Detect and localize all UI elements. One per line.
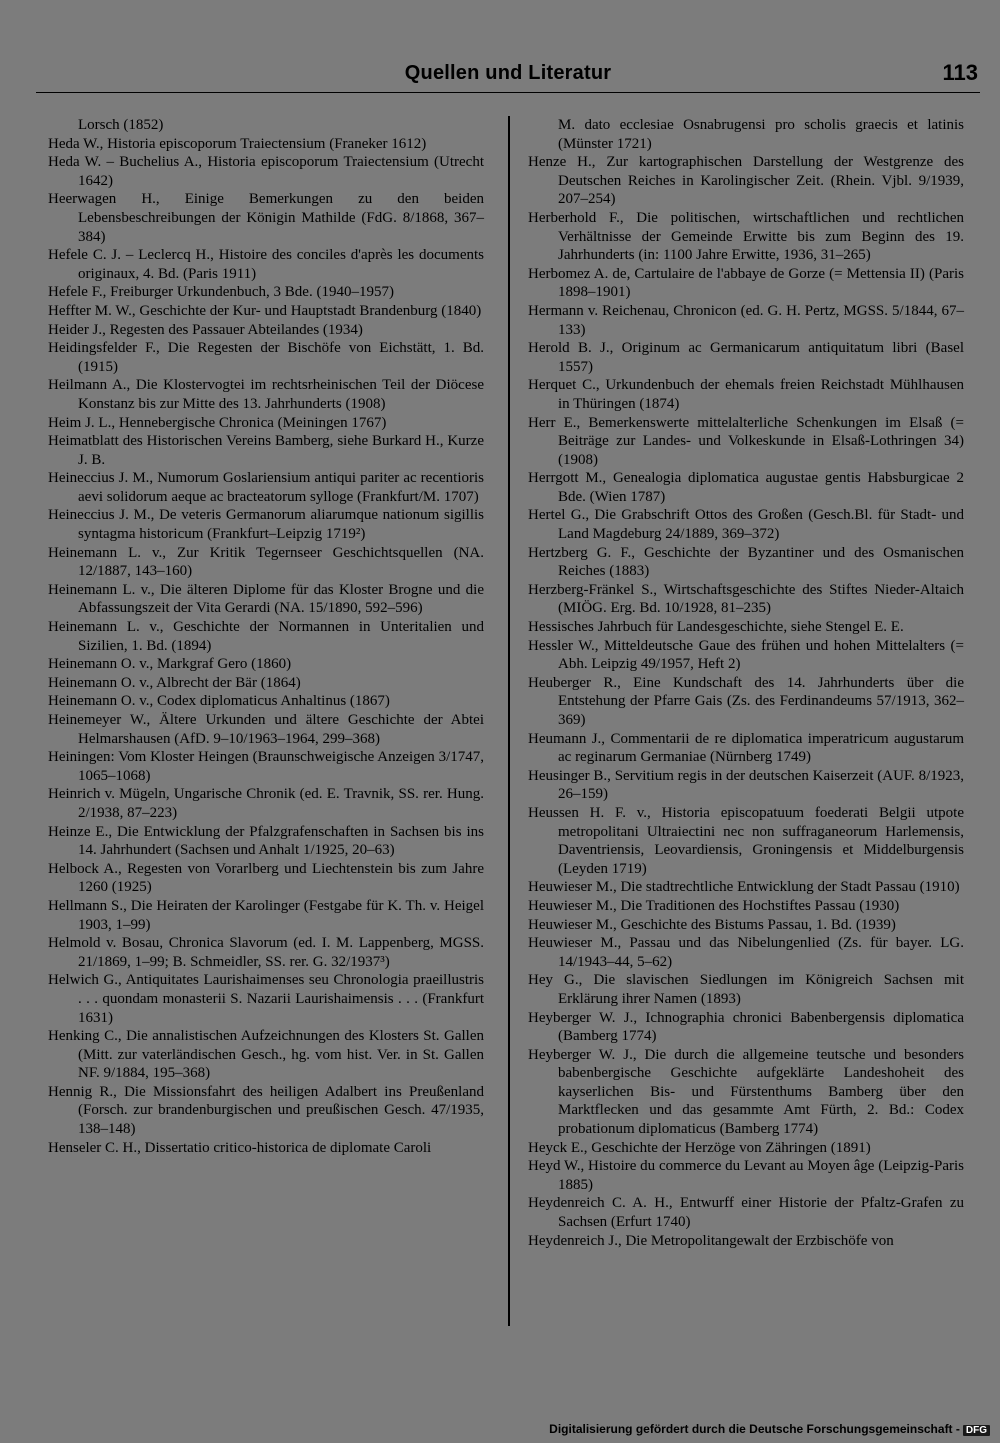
bibliography-entry: Heinemann L. v., Die älteren Diplome für das Kloster Brogne und die Abfassungszeit der Vita Gerardi (NA. 15/1890, 592–596) (48, 581, 484, 617)
bibliography-entry: Heffter M. W., Geschichte der Kur- und Hauptstadt Brandenburg (1840) (48, 302, 482, 319)
bibliography-entry: Heinemann O. v., Codex diplomaticus Anhaltinus (1867) (48, 693, 390, 710)
bibliography-entry: Heinrich v. Mügeln, Ungarische Chronik (ed. E. Travnik, SS. rer. Hung. 2/1938, 87–223) (48, 786, 484, 821)
bibliography-entry: Heinemeyer W., Ältere Urkunden und ältere Geschichte der Abtei Helmarshausen (AfD. 9–10/1963–1964, 299–368) (48, 712, 484, 747)
bibliography-entry: Heyberger W. J., Ichnographia chronici Babenbergensis diplomatica (Bamberg 1774) (528, 1009, 964, 1045)
bibliography-entry: Herzberg-Fränkel S., Wirtschaftsgeschichte des Stiftes Nieder-Altaich (MIÖG. Erg. Bd. 10/1928, 81–235) (528, 581, 964, 617)
bibliography-entry: Hertel G., Die Grabschrift Ottos des Großen (Gesch.Bl. für Stadt- und Land Magdeburg 24/1889, 369–372) (528, 507, 964, 543)
bibliography-entry: Herquet C., Urkundenbuch der ehemals freien Reichstadt Mühlhausen in Thüringen (1874) (528, 377, 964, 412)
bibliography-entry: Heinze E., Die Entwicklung der Pfalzgrafenschaften in Sachsen bis ins 14. Jahrhundert (Sachsen und Anhalt 1/1925, 20–63) (48, 823, 484, 859)
bibliography-entry: Heydenreich C. A. H., Entwurff einer Historie der Pfaltz-Grafen zu Sachsen (Erfurt 1740) (528, 1195, 964, 1231)
bibliography-entry: Heidingsfelder F., Die Regesten der Bischöfe von Eichstätt, 1. Bd. (1915) (48, 340, 484, 375)
bibliography-entry: Heyberger W. J., Die durch die allgemeine teutsche und besonders babenbergische Geschichte aufgeklärte Landeshoheit des kayserlichen Bis- und Fürstenthums Bamberg über den Marktflecken und das gesammte Amt Fürth, 2. Bd.: Codex probationum diplomaticus (Bamberg 1774) (528, 1046, 964, 1138)
bibliography-entry: Heineccius J. M., De veteris Germanorum aliarumque nationum sigillis syntagma historicum (Frankfurt–Leipzig 1719²) (48, 507, 484, 543)
bibliography-entry: Hertzberg G. F., Geschichte der Byzantiner und des Osmanischen Reiches (1883) (528, 544, 964, 580)
bibliography-entry: Heussen H. F. v., Historia episcopatuum foederati Belgii utpote metropolitani Ultraiectini nec non suffraganeorum Harlemensis, Daventriensis, Leovardiensis, Groningensis et Middelburgensis (Leyden 1719) (528, 804, 964, 877)
bibliography-entry: Heineccius J. M., Numorum Goslariensium antiqui pariter ac recentioris aevi solidorum aeque ac bracteatorum sylloge (Frankfurt/M. 1707) (48, 470, 484, 505)
bibliography-entry: Heda W., Historia episcoporum Traiectensium (Franeker 1612) (48, 135, 427, 152)
bibliography-entry: Hermann v. Reichenau, Chronicon (ed. G. H. Pertz, MGSS. 5/1844, 67–133) (528, 302, 964, 338)
bibliography-entry: Hessler W., Mitteldeutsche Gaue des frühen und hohen Mittelalters (= Abh. Leipzig 49/1957, Heft 2) (528, 637, 964, 673)
bibliography-entry: Herrgott M., Genealogia diplomatica augustae gentis Habsburgicae 2 Bde. (Wien 1787) (528, 470, 964, 505)
bibliography-entry: Heda W. – Buchelius A., Historia episcoporum Traiectensium (Utrecht 1642) (48, 154, 484, 189)
bibliography-entry: Helbock A., Regesten von Vorarlberg und Liechtenstein bis zum Jahre 1260 (1925) (48, 860, 484, 896)
bibliography-entry: Heuberger R., Eine Kundschaft des 14. Jahrhunderts über die Entstehung der Pfarre Gais (Zs. des Ferdinandeums 57/1913, 362–369) (528, 674, 964, 728)
bibliography-entry: Heider J., Regesten des Passauer Abteilandes (1934) (48, 321, 363, 338)
bibliography-entry: Hey G., Die slavischen Siedlungen im Königreich Sachsen mit Erklärung ihrer Namen (1893) (528, 972, 964, 1007)
bibliography-entry: Heuwieser M., Passau und das Nibelungenlied (Zs. für bayer. LG. 14/1943–44, 5–62) (528, 935, 964, 970)
bibliography-entry: Heerwagen H., Einige Bemerkungen zu den beiden Lebensbeschreibungen der Königin Mathilde (FdG. 8/1868, 367–384) (48, 191, 484, 245)
bibliography-entry: Helmold v. Bosau, Chronica Slavorum (ed. I. M. Lappenberg, MGSS. 21/1869, 1–99; B. Schmeidler, SS. rer. G. 32/1937³) (48, 935, 484, 970)
bibliography-entry: Hennig R., Die Missionsfahrt des heiligen Adalbert ins Preußenland (Forsch. zur brandenburgischen und preußischen Gesch. 47/1935, 138–148) (48, 1083, 484, 1138)
bibliography-entry: Heuwieser M., Geschichte des Bistums Passau, 1. Bd. (1939) (528, 916, 896, 933)
bibliography-entry: Heilmann A., Die Klostervogtei im rechtsrheinischen Teil der Diöcese Konstanz bis zur Mitte des 13. Jahrhunderts (1908) (48, 377, 484, 412)
footer-text: Digitalisierung gefördert durch die Deutsche Forschungsgemeinschaft - (549, 1422, 960, 1436)
bibliography-entry: Herberhold F., Die politischen, wirtschaftlichen und rechtlichen Verhältnisse der Gemeinde Erwitte bis zum Beginn des 19. Jahrhunderts (in: 1100 Jahre Erwitte, 1936, 31–265) (528, 209, 964, 264)
bibliography-entry: Heuwieser M., Die stadtrechtliche Entwicklung der Stadt Passau (1910) (528, 879, 960, 896)
page-header (36, 60, 980, 93)
bibliography-entry: Heydenreich J., Die Metropolitangewalt der Erzbischöfe von (528, 1232, 894, 1249)
page-number: 113 (942, 60, 978, 85)
bibliography-entry: Heinemann O. v., Markgraf Gero (1860) (48, 656, 292, 673)
footer-credit (549, 1422, 990, 1436)
bibliography-entry: Heusinger B., Servitium regis in der deutschen Kaiserzeit (AUF. 8/1923, 26–159) (528, 767, 964, 803)
bibliography-entry: Helwich G., Antiquitates Laurishaimenses seu Chronologia praeillustris . . . quondam monasterii S. Nazarii Laurishaimensis . . . (Frankfurt 1631) (48, 972, 484, 1026)
bibliography-entry: Heim J. L., Hennebergische Chronica (Meiningen 1767) (48, 414, 387, 431)
bibliography-entry: Heyck E., Geschichte der Herzöge von Zähringen (1891) (528, 1139, 871, 1156)
bibliography-entry: Herbomez A. de, Cartulaire de l'abbaye de Gorze (= Mettensia II) (Paris 1898–1901) (528, 265, 964, 301)
bibliography-entry: Hefele C. J. – Leclercq H., Histoire des conciles d'après les documents originaux, 4. Bd. (Paris 1911) (48, 247, 484, 282)
bibliography-entry: Herold B. J., Originum ac Germanicarum antiquitatum libri (Basel 1557) (528, 340, 964, 375)
right-column (528, 116, 964, 1250)
column-divider (508, 116, 510, 1326)
bibliography-entry: Henking C., Die annalistischen Aufzeichnungen des Klosters St. Gallen (Mitt. zur vaterländischen Gesch., hg. vom hist. Ver. in St. Gallen NF. 9/1884, 195–368) (48, 1028, 484, 1082)
left-column (48, 116, 484, 1157)
bibliography-entry: Heyd W., Histoire du commerce du Levant au Moyen âge (Leipzig-Paris 1885) (528, 1158, 964, 1193)
bibliography-entry: Hessisches Jahrbuch für Landesgeschichte, siehe Stengel E. E. (528, 619, 904, 636)
bibliography-entry: Heinemann L. v., Zur Kritik Tegernseer Geschichtsquellen (NA. 12/1887, 143–160) (48, 544, 484, 580)
bibliography-entry: Henze H., Zur kartographischen Darstellung der Westgrenze des Deutschen Reiches in Karolingischer Zeit. (Rhein. Vjbl. 9/1939, 207–254) (528, 154, 964, 208)
bibliography-entry: Heiningen: Vom Kloster Heingen (Braunschweigische Anzeigen 3/1747, 1065–1068) (48, 749, 484, 784)
bibliography-entry: Hefele F., Freiburger Urkundenbuch, 3 Bde. (1940–1957) (48, 284, 394, 301)
bibliography-entry: Heinemann L. v., Geschichte der Normannen in Unteritalien und Sizilien, 1. Bd. (1894) (48, 619, 484, 654)
dfg-logo: DFG (963, 1425, 990, 1436)
bibliography-entry: Heuwieser M., Die Traditionen des Hochstiftes Passau (1930) (528, 897, 900, 914)
bibliography-entry: M. dato ecclesiae Osnabrugensi pro scholis graecis et latinis (Münster 1721) (558, 117, 964, 152)
bibliography-entry: Heimatblatt des Historischen Vereins Bamberg, siehe Burkard H., Kurze J. B. (48, 433, 484, 468)
bibliography-entry: Heumann J., Commentarii de re diplomatica imperatricum augustarum ac reginarum Germaniae (Nürnberg 1749) (528, 730, 964, 766)
bibliography-entry: Lorsch (1852) (78, 117, 164, 133)
bibliography-entry: Heinemann O. v., Albrecht der Bär (1864) (48, 674, 301, 691)
running-head-title: Quellen und Literatur (404, 62, 612, 84)
bibliography-entry: Hellmann S., Die Heiraten der Karolinger (Festgabe für K. Th. v. Heigel 1903, 1–99) (48, 897, 484, 933)
bibliography-entry: Herr E., Bemerkenswerte mittelalterliche Schenkungen im Elsaß (= Beiträge zur Landes- und Volkeskunde in Elsaß-Lothringen 34) (1908) (528, 414, 964, 468)
bibliography-entry: Henseler C. H., Dissertatio critico-historica de diplomate Caroli (48, 1139, 432, 1156)
